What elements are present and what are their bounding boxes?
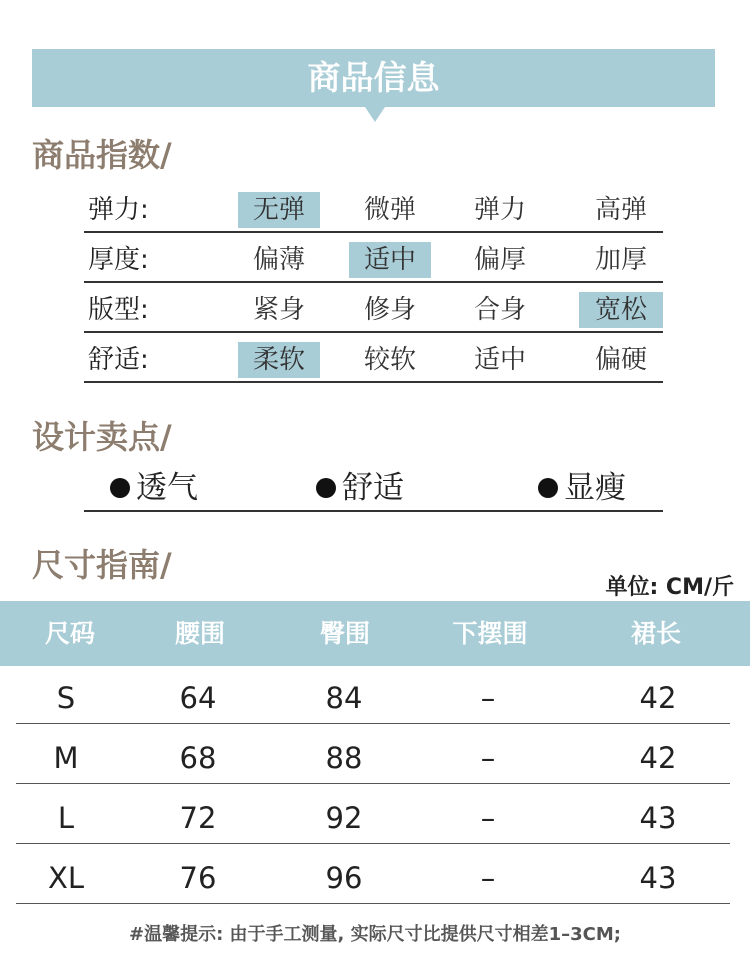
selling-point	[316, 466, 404, 510]
selling-point-text: 舒适	[342, 470, 404, 506]
index-option: 微弹	[363, 195, 416, 225]
table-cell: 84	[325, 681, 363, 715]
table-cell: 68	[179, 741, 217, 775]
table-row-divider	[16, 903, 730, 904]
table-cell: 43	[639, 861, 677, 895]
index-option-selected: 宽松	[579, 292, 663, 328]
table-cell: –	[480, 861, 496, 895]
table-cell: 42	[639, 741, 677, 775]
selling-point-text: 显瘦	[564, 470, 626, 506]
size-section-title: 尺寸指南/	[32, 546, 172, 584]
index-divider	[84, 331, 663, 333]
index-option: 偏薄	[252, 245, 305, 275]
banner-title: 商品信息	[307, 58, 440, 97]
index-option: 较软	[363, 345, 416, 375]
table-cell: 72	[179, 801, 217, 835]
unit-label: 单位: CM/斤	[605, 575, 734, 600]
banner-pointer	[365, 107, 385, 122]
table-row-divider	[16, 843, 730, 844]
table-cell: XL	[47, 861, 85, 895]
table-cell: 64	[179, 681, 217, 715]
index-option: 合身	[473, 295, 526, 325]
index-label-comfort: 舒适:	[88, 345, 149, 375]
column-header: 下摆围	[452, 619, 528, 648]
selling-point-text: 透气	[136, 470, 198, 506]
selling-divider	[84, 510, 663, 512]
table-cell: S	[56, 681, 76, 715]
index-option: 偏硬	[594, 345, 647, 375]
index-section-title: 商品指数/	[32, 136, 172, 174]
index-option-selected: 无弹	[238, 192, 320, 228]
table-cell: L	[57, 801, 75, 835]
index-option-selected: 柔软	[238, 342, 320, 378]
index-option: 弹力	[473, 195, 526, 225]
table-cell: 43	[639, 801, 677, 835]
index-option: 紧身	[252, 295, 305, 325]
table-cell: 42	[639, 681, 677, 715]
measurement-note: #温馨提示: 由于手工测量, 实际尺寸比提供尺寸相差1–3CM;	[128, 924, 622, 945]
index-divider	[84, 281, 663, 283]
index-divider	[84, 381, 663, 383]
table-row-divider	[16, 723, 730, 724]
table-cell: 88	[325, 741, 363, 775]
bullet-icon	[110, 478, 130, 498]
index-option: 加厚	[594, 245, 647, 275]
index-label-fit: 版型:	[88, 295, 149, 325]
index-label-thickness: 厚度:	[88, 245, 149, 275]
table-cell: 76	[179, 861, 217, 895]
selling-point	[538, 466, 626, 510]
selling-point	[110, 466, 198, 510]
column-header: 臀围	[319, 619, 370, 648]
index-label-elasticity: 弹力:	[88, 195, 149, 225]
column-header: 腰围	[174, 619, 225, 648]
index-option: 适中	[473, 345, 526, 375]
bullet-icon	[316, 478, 336, 498]
table-cell: 96	[325, 861, 363, 895]
index-option: 修身	[363, 295, 416, 325]
index-option-selected: 适中	[349, 242, 431, 278]
table-cell: –	[480, 801, 496, 835]
table-cell: 92	[325, 801, 363, 835]
column-header: 裙长	[630, 619, 681, 648]
selling-section-title: 设计卖点/	[32, 418, 172, 456]
table-cell: –	[480, 681, 496, 715]
index-option: 高弹	[594, 195, 647, 225]
index-option: 偏厚	[473, 245, 526, 275]
index-divider	[84, 231, 663, 233]
table-cell: M	[53, 741, 79, 775]
table-row-divider	[16, 783, 730, 784]
column-header: 尺码	[44, 619, 95, 648]
table-cell: –	[480, 741, 496, 775]
bullet-icon	[538, 478, 558, 498]
